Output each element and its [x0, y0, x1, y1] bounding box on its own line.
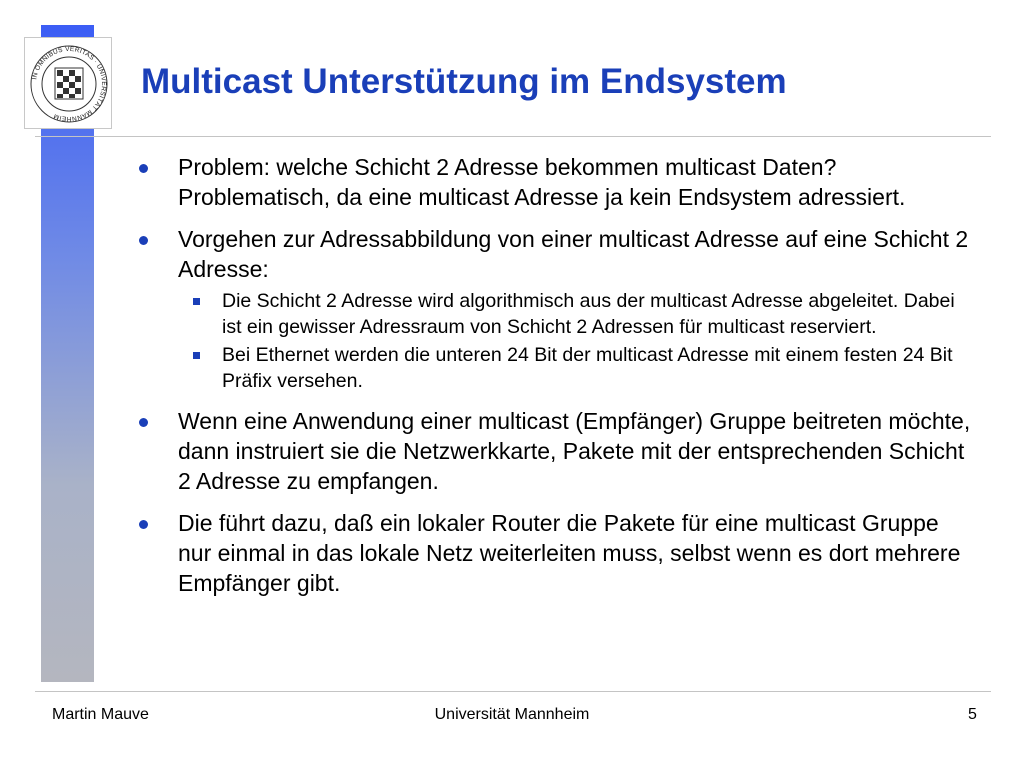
bullet-text: Die führt dazu, daß ein lokaler Router die Pakete für eine multicast Gruppe nur einmal in das lokale Netz weiterleiten muss, selbst wenn es dort mehrere Empfänger gibt. — [178, 510, 961, 596]
university-seal-icon — [25, 38, 113, 130]
bullet-item — [136, 508, 976, 598]
bullet-text: Problem: welche Schicht 2 Adresse bekommen multicast Daten? Problematisch, da eine multicast Adresse ja kein Endsystem adressiert. — [178, 154, 906, 210]
sub-bullet-item — [136, 342, 976, 394]
footer-author: Martin Mauve — [52, 706, 149, 723]
bullet-dot-icon — [139, 164, 148, 173]
footer-page-number: 5 — [968, 706, 977, 723]
footer-divider — [35, 691, 991, 692]
sub-bullet-text: Die Schicht 2 Adresse wird algorithmisch aus der multicast Adresse abgeleitet. Dabei ist ein gewisser Adressraum von Schicht 2 Adressen für multicast reserviert. — [222, 290, 955, 338]
footer-institution: Universität Mannheim — [434, 706, 590, 723]
bullet-item — [136, 224, 976, 284]
svg-text:IN OMNIBUS VERITAS · UNIVERSIT: IN OMNIBUS VERITAS · UNIVERSITÄT MANNHEIM — [31, 45, 108, 123]
bullet-text: Wenn eine Anwendung einer multicast (Empfänger) Gruppe beitreten möchte, dann instruiert sie die Netzwerkkarte, Pakete mit der entsprechenden Schicht 2 Adresse zu empfangen. — [178, 408, 971, 494]
square-bullet-icon — [193, 298, 200, 305]
bullet-dot-icon — [139, 236, 148, 245]
bullet-item — [136, 406, 976, 496]
sub-bullet-list — [136, 288, 976, 394]
bullet-dot-icon — [139, 418, 148, 427]
bullet-dot-icon — [139, 520, 148, 529]
square-bullet-icon — [193, 352, 200, 359]
sub-bullet-item — [136, 288, 976, 340]
bullet-item — [136, 152, 976, 212]
university-logo — [24, 37, 112, 129]
sub-bullet-text: Bei Ethernet werden die unteren 24 Bit der multicast Adresse mit einem festen 24 Bit Präfix versehen. — [222, 344, 953, 392]
slide-content — [136, 152, 976, 610]
header-divider — [35, 136, 991, 137]
slide-title: Multicast Unterstützung im Endsystem — [141, 62, 787, 101]
bullet-text: Vorgehen zur Adressabbildung von einer multicast Adresse auf eine Schicht 2 Adresse: — [178, 226, 969, 282]
